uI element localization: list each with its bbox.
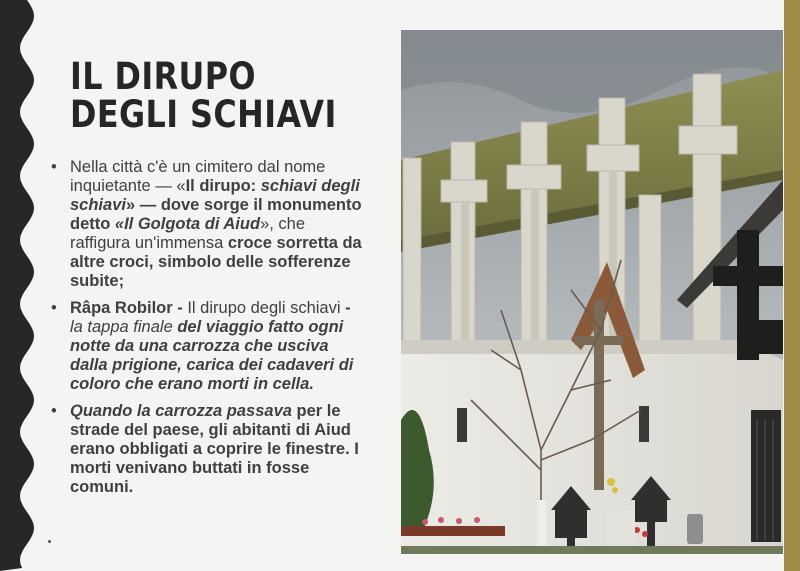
bullet-text-bold: - (340, 299, 351, 317)
bullet-text: », che raffigura un'immensa (70, 215, 306, 252)
golgota-aiud-monument-photo (401, 30, 783, 554)
bullet-text-bold: croce sorretta da altre croci, simbolo delle sofferenze subite; (70, 234, 362, 290)
bullet-text-bold-italic: del viaggio fatto ogni notte da una carrozza che usciva dalla prigione, carica dei cadaveri di coloro che erano morti in cella. (70, 318, 354, 393)
bullet-list (48, 158, 366, 505)
slide-title (70, 55, 337, 136)
bullet-text-bold: » — dove sorge il monumento detto (70, 196, 362, 233)
left-wavy-border (0, 0, 40, 571)
bullet-item (48, 299, 366, 394)
bullet-text-bold: Râpa Robilor - (70, 299, 188, 317)
bullet-text-bold: Il dirupo: (185, 177, 261, 195)
bullet-text-bold-italic: schiavi degli schiavi (70, 177, 360, 214)
bullet-text-bold-italic: Quando la carrozza passava (70, 402, 297, 420)
empty-bullet-dot (48, 540, 51, 543)
bullet-text-bold: per le strade del paese, gli abitanti di Aiud erano obbligati a coprire le finestre. I morti venivano buttati in fosse comuni. (70, 402, 359, 496)
photo-illustration (401, 30, 783, 554)
bullet-text-bold-italic: «Il Golgota di Aiud (114, 215, 261, 233)
bullet-item (48, 158, 366, 291)
title-line-1: IL DIRUPO (70, 55, 257, 98)
bullet-item (48, 402, 366, 497)
chapel-door (751, 410, 781, 542)
title-line-2: DEGLI SCHIAVI (70, 93, 337, 136)
bullet-text: Il dirupo degli schiavi (187, 299, 341, 317)
bullet-text: Nella città c'è un cimitero dal nome inquietante — « (70, 158, 326, 195)
right-border (784, 0, 800, 571)
bullet-text-italic: la tappa finale (70, 318, 178, 336)
